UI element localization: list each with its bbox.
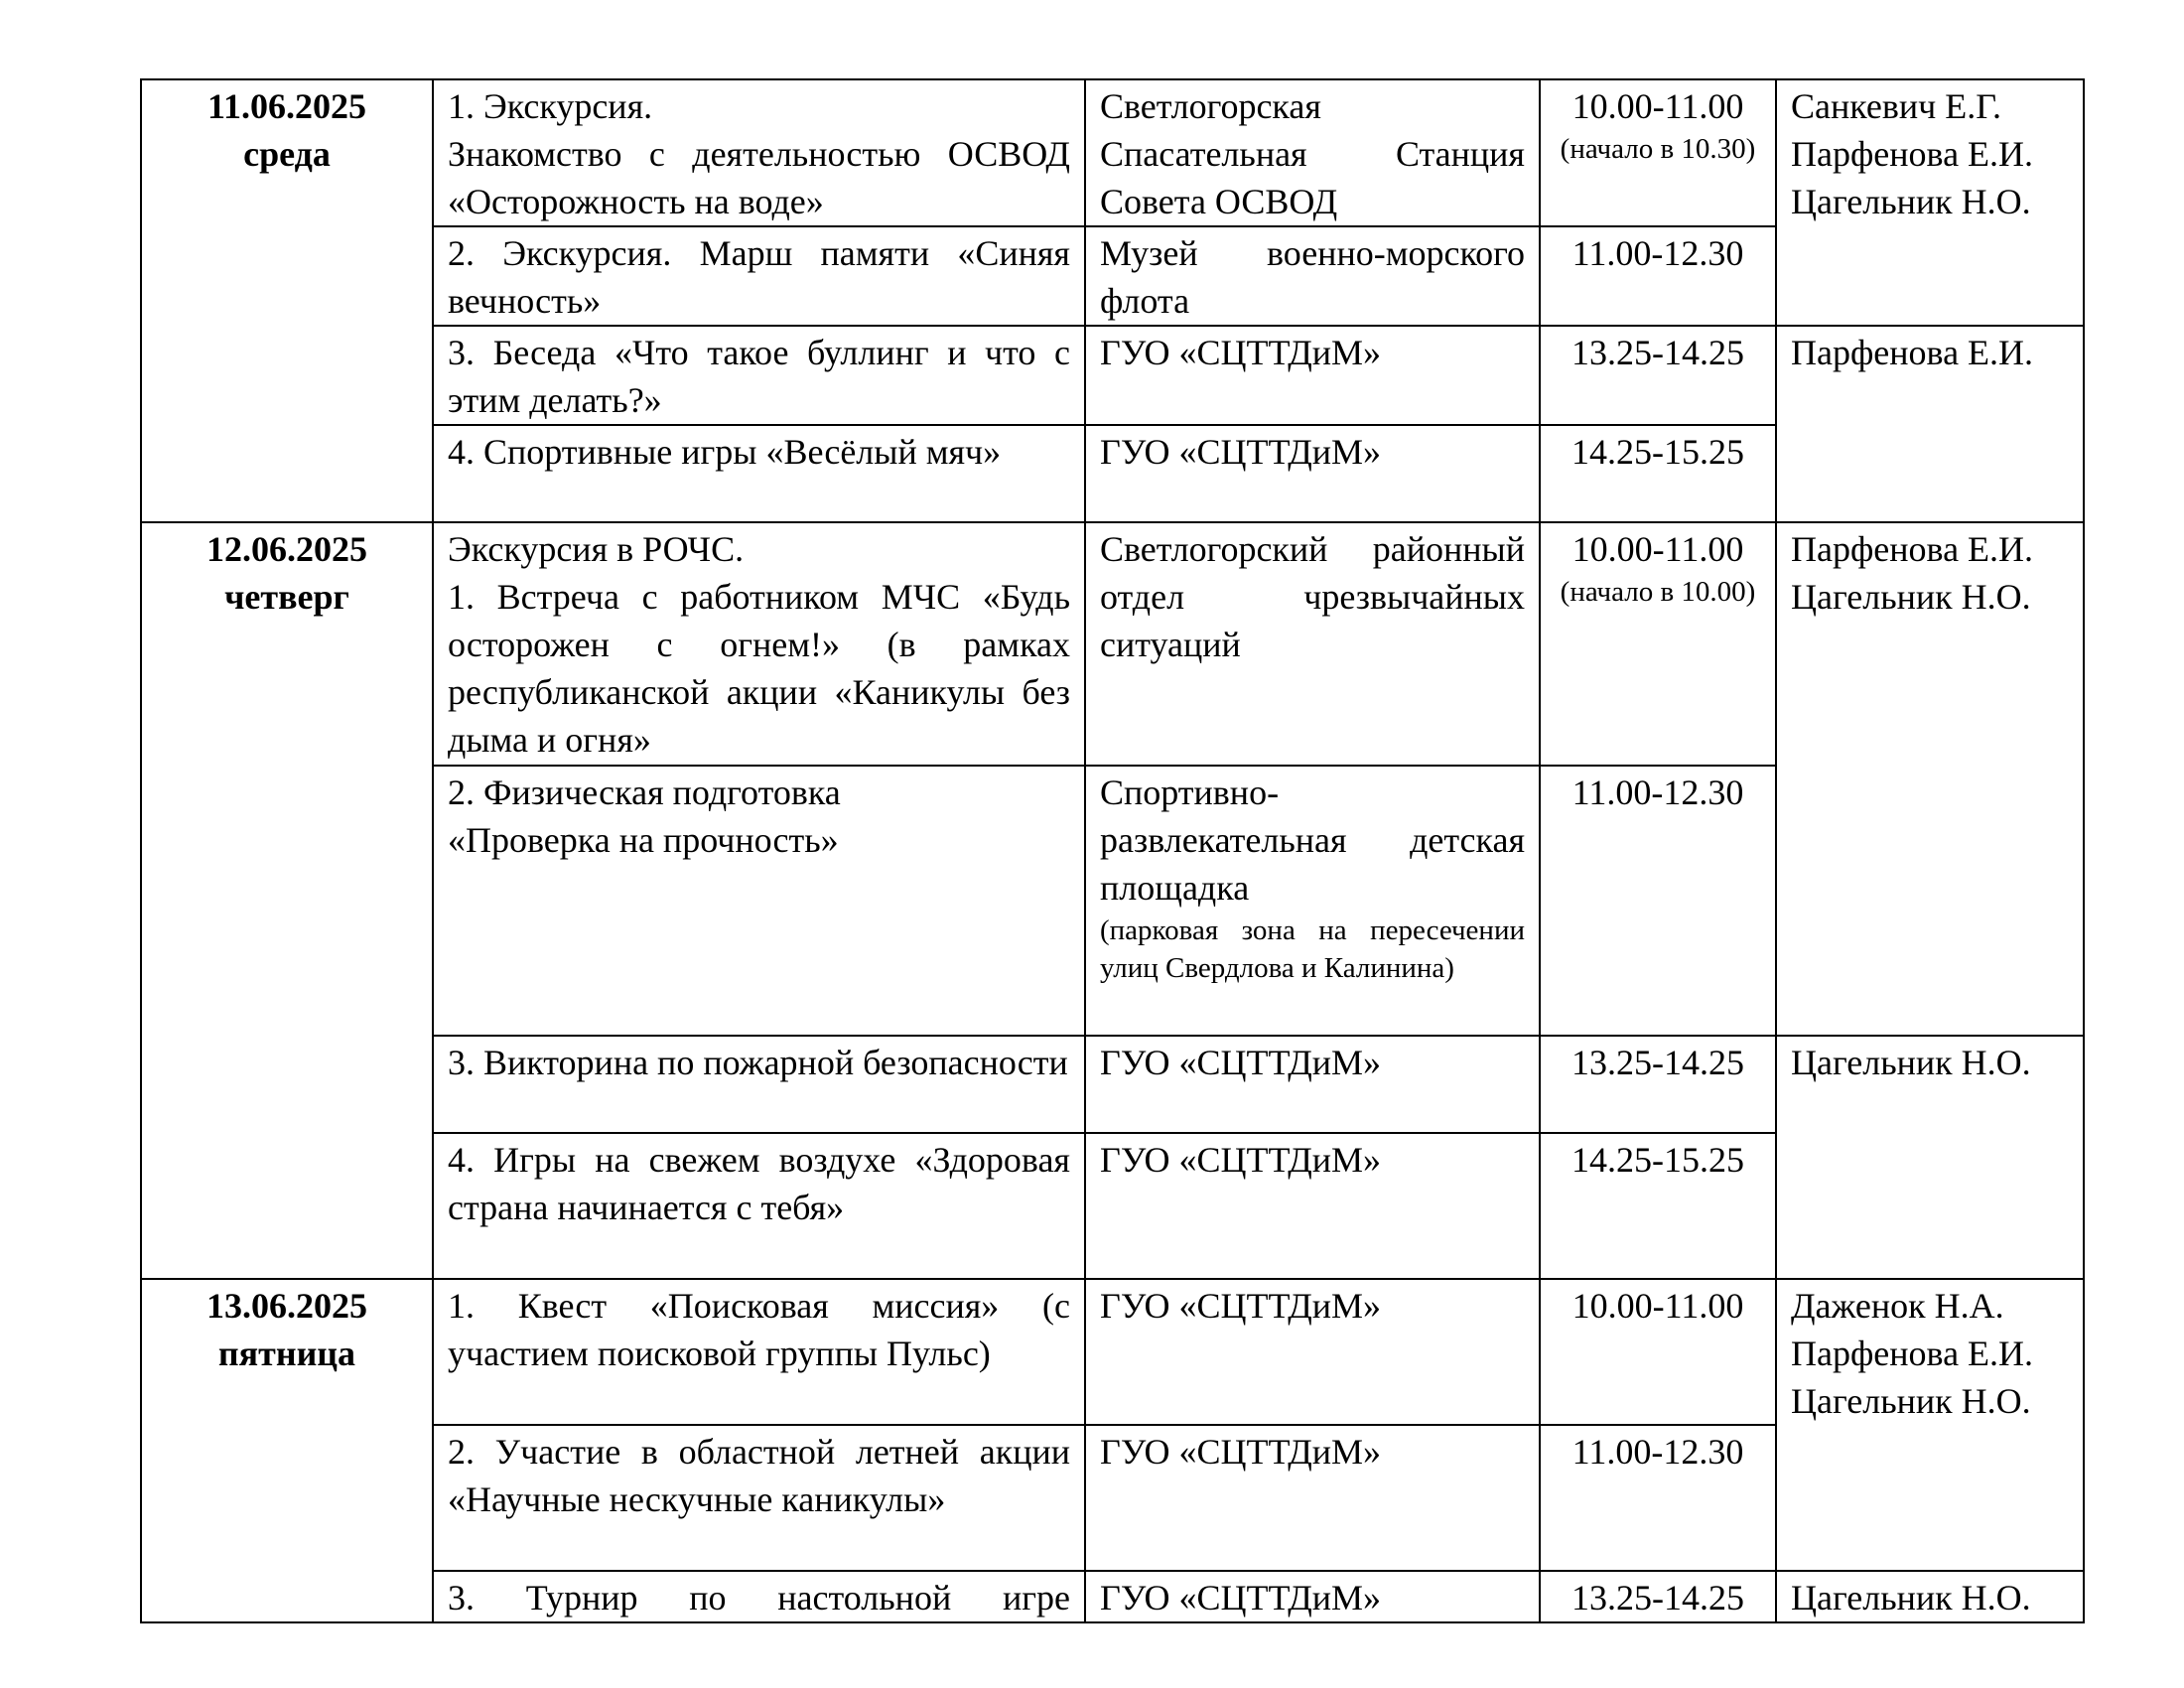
place-cell — [1085, 79, 1540, 226]
place: Музей военно-морского флота — [1100, 233, 1525, 321]
responsible-person: Цагельник Н.О. — [1791, 1381, 2031, 1421]
activity: 4. Спортивные игры «Весёлый мяч» — [448, 432, 1002, 472]
activity: 3. Викторина по пожарной безопасности — [448, 1043, 1068, 1082]
time-cell — [1540, 425, 1776, 522]
time: 11.00-12.30 — [1571, 773, 1744, 812]
time-note: (начало в 10.00) — [1560, 576, 1756, 608]
place: ГУО «СЦТТДиМ» — [1100, 333, 1382, 372]
responsible-person: Парфенова Е.И. — [1791, 1334, 2034, 1373]
time-note: (начало в 10.30) — [1560, 133, 1756, 165]
time-cell — [1540, 226, 1776, 326]
date-cell — [141, 79, 433, 522]
date-cell — [141, 522, 433, 1279]
activity-cell — [433, 1133, 1085, 1279]
place-cell — [1085, 425, 1540, 522]
date: 11.06.2025 — [206, 86, 366, 126]
place: Светлогорская Спасательная Станция Совета ОСВОД — [1100, 86, 1525, 221]
table-row — [141, 326, 2084, 425]
place: ГУО «СЦТТДиМ» — [1100, 1043, 1382, 1082]
date: 12.06.2025 — [206, 529, 367, 569]
responsible-cell — [1776, 522, 2084, 1036]
activity-cell — [433, 226, 1085, 326]
place: ГУО «СЦТТДиМ» — [1100, 432, 1382, 472]
table-row — [141, 1571, 2084, 1622]
time: 11.00-12.30 — [1571, 1432, 1744, 1472]
activity-cell — [433, 522, 1085, 766]
activity: Экскурсия в РОЧС. 1. Встреча с работником МЧС «Будь осторожен с огнем!» (в рамках республиканской акции «Каникулы без дыма и огня» — [448, 529, 1070, 760]
responsible-person: Парфенова Е.И. — [1791, 529, 2034, 569]
place-cell — [1085, 522, 1540, 766]
activity: 2. Физическая подготовка «Проверка на прочность» — [448, 773, 841, 860]
activity-cell — [433, 1279, 1085, 1425]
time: 10.00-11.00 — [1571, 1286, 1744, 1326]
time: 10.00-11.00 — [1571, 86, 1744, 126]
responsible-cell — [1776, 79, 2084, 326]
place-cell — [1085, 326, 1540, 425]
activity: 4. Игры на свежем воздухе «Здоровая страна начинается с тебя» — [448, 1140, 1070, 1227]
time-cell — [1540, 326, 1776, 425]
activity-cell — [433, 79, 1085, 226]
time-cell — [1540, 1133, 1776, 1279]
place-cell — [1085, 1036, 1540, 1133]
table-row — [141, 522, 2084, 766]
time: 13.25-14.25 — [1571, 1578, 1744, 1618]
activity-cell — [433, 766, 1085, 1036]
place: ГУО «СЦТТДиМ» — [1100, 1286, 1382, 1326]
responsible-person: Парфенова Е.И. — [1791, 134, 2034, 174]
responsible-person: Даженок Н.А. — [1791, 1286, 2004, 1326]
time: 10.00-11.00 — [1571, 529, 1744, 569]
place-cell — [1085, 1279, 1540, 1425]
activity-cell — [433, 1036, 1085, 1133]
time-cell — [1540, 766, 1776, 1036]
responsible-cell — [1776, 1571, 2084, 1622]
activity-cell — [433, 425, 1085, 522]
place-cell — [1085, 766, 1540, 1036]
place: Светлогорский районный отдел чрезвычайных ситуаций — [1100, 529, 1525, 664]
activity: 3. Турнир по настольной игре — [448, 1578, 1070, 1618]
table-row — [141, 79, 2084, 226]
place-cell — [1085, 1571, 1540, 1622]
responsible-person: Санкевич Е.Г. — [1791, 86, 2001, 126]
responsible-person: Цагельник Н.О. — [1791, 1578, 2031, 1618]
activity-cell — [433, 1425, 1085, 1571]
time: 14.25-15.25 — [1571, 1140, 1744, 1180]
place: ГУО «СЦТТДиМ» — [1100, 1432, 1382, 1472]
place-note: (парковая зона на пересечении улиц Свердлова и Калинина) — [1100, 914, 1525, 984]
time-cell — [1540, 1279, 1776, 1425]
place: Спортивно-развлекательная детская площадка — [1100, 773, 1525, 908]
time-cell — [1540, 1036, 1776, 1133]
time-cell — [1540, 522, 1776, 766]
time: 13.25-14.25 — [1571, 1043, 1744, 1082]
date-cell — [141, 1279, 433, 1622]
place-cell — [1085, 226, 1540, 326]
responsible-person: Цагельник Н.О. — [1791, 577, 2031, 617]
weekday: пятница — [217, 1334, 356, 1373]
activity: 2. Участие в областной летней акции «Научные нескучные каникулы» — [448, 1432, 1070, 1519]
time-cell — [1540, 1571, 1776, 1622]
table-row — [141, 1036, 2084, 1133]
time-cell — [1540, 1425, 1776, 1571]
place-cell — [1085, 1425, 1540, 1571]
responsible-cell — [1776, 326, 2084, 522]
place: ГУО «СЦТТДиМ» — [1100, 1140, 1382, 1180]
place-cell — [1085, 1133, 1540, 1279]
time: 14.25-15.25 — [1571, 432, 1744, 472]
activity: 1. Экскурсия. Знакомство с деятельностью ОСВОД «Осторожность на воде» — [448, 86, 1070, 221]
table-row — [141, 1279, 2084, 1425]
responsible-person: Цагельник Н.О. — [1791, 182, 2031, 221]
weekday: четверг — [224, 577, 349, 617]
activity-cell — [433, 1571, 1085, 1622]
date: 13.06.2025 — [206, 1286, 367, 1326]
schedule-table — [140, 78, 2085, 1623]
responsible-cell — [1776, 1279, 2084, 1571]
time: 13.25-14.25 — [1571, 333, 1744, 372]
responsible-person: Цагельник Н.О. — [1791, 1043, 2031, 1082]
time-cell — [1540, 79, 1776, 226]
responsible-person: Парфенова Е.И. — [1791, 333, 2034, 372]
activity-cell — [433, 326, 1085, 425]
place: ГУО «СЦТТДиМ» — [1100, 1578, 1382, 1618]
activity: 2. Экскурсия. Марш памяти «Синяя вечность» — [448, 233, 1070, 321]
activity: 3. Беседа «Что такое буллинг и что с этим делать?» — [448, 333, 1070, 420]
weekday: среда — [243, 134, 331, 174]
time: 11.00-12.30 — [1571, 233, 1744, 273]
activity: 1. Квест «Поисковая миссия» (с участием поисковой группы Пульс) — [448, 1286, 1070, 1373]
responsible-cell — [1776, 1036, 2084, 1279]
